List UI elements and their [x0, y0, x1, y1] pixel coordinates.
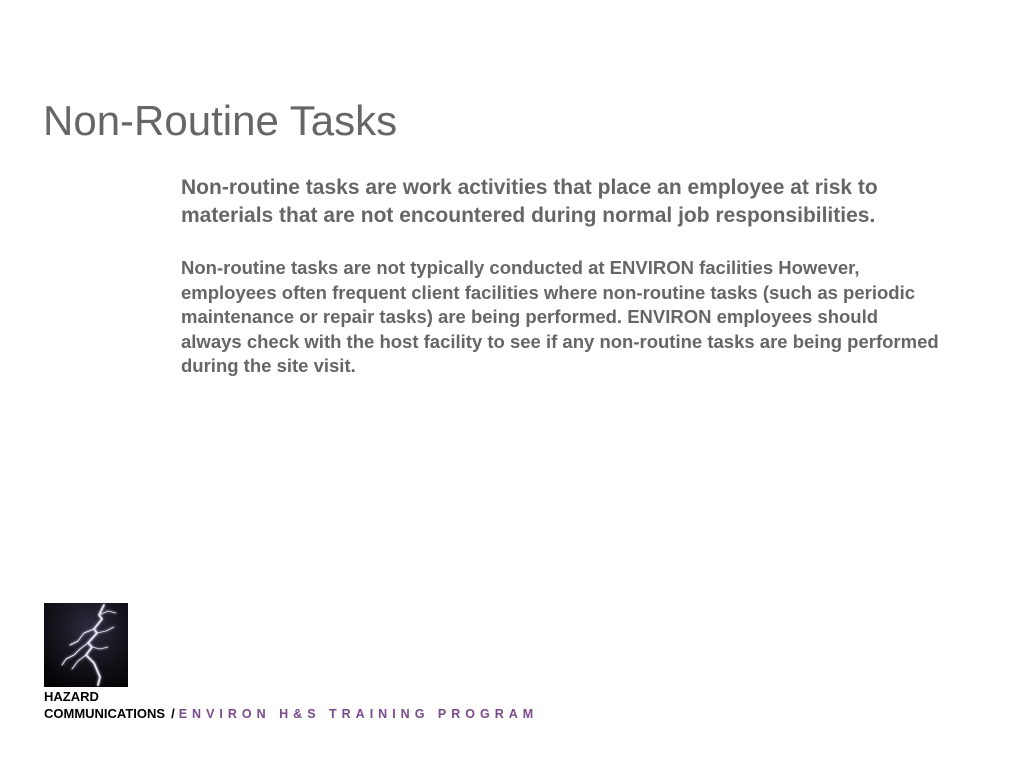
footer-separator: /: [171, 706, 175, 721]
body-paragraph-detail: Non-routine tasks are not typically conducted at ENVIRON facilities However, employees often frequent client facilities where non-routine tasks (such as periodic maintenance or repair tasks) are being performed. ENVIRON employees should always check with the host facility to see if any non-routine tasks are being performed during the site visit.: [181, 257, 939, 376]
body-paragraph-intro: Non-routine tasks are work activities that place an employee at risk to materials that are not encountered during normal job responsibilities.: [181, 176, 878, 227]
footer-program-name: ENVIRON H&S TRAINING PROGRAM: [178, 707, 539, 721]
footer-communications: COMMUNICATIONS: [44, 706, 166, 721]
slide-body: [181, 174, 941, 379]
lightning-bolt-icon: [44, 603, 128, 687]
footer: [44, 688, 538, 723]
slide-title: Non-Routine Tasks: [43, 97, 398, 144]
footer-line-communications: [44, 705, 538, 723]
footer-line-hazard: HAZARD: [44, 689, 99, 704]
